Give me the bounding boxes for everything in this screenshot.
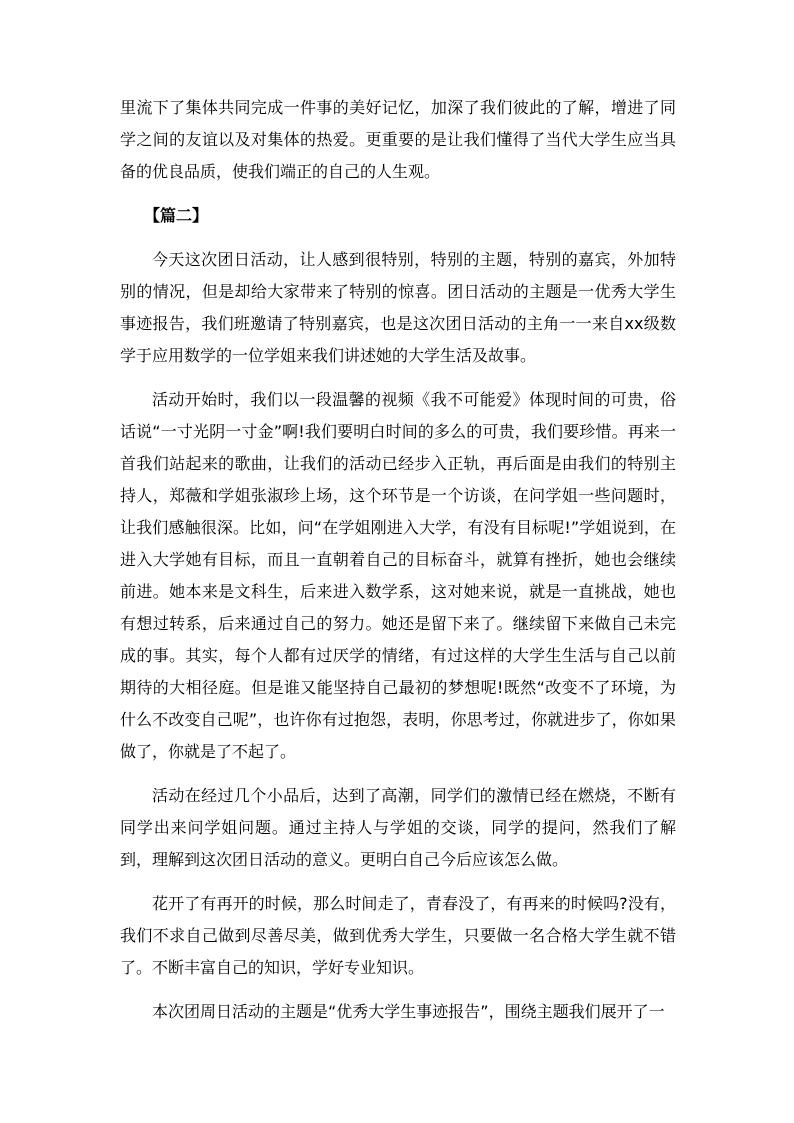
paragraph-1: 今天这次团日活动，让人感到很特别，特别的主题，特别的嘉宾，外加特别的情况，但是却给大家带来了特别的惊喜。团日活动的主题是一优秀大学生事迹报告，我们班邀请了特别嘉宾，也是这次团日活动的主角一一来自xx级数学于应用数学的一位学姐来我们讲述她的大学生活及故事。: [120, 250, 676, 365]
paragraph-5: 本次团周日活动的主题是“优秀大学生事迹报告”，围绕主题我们展开了一: [152, 1002, 665, 1021]
paragraph-4: 花开了有再开的时候，那么时间走了，青春没了，有再来的时候吗?没有，我们不求自己做到尽善尽美，做到优秀大学生，只要做一名合格大学生就不错了。不断丰富自己的知识，学好专业知识。: [120, 894, 676, 977]
section-heading: 【篇二】: [144, 206, 209, 225]
paragraph-continued: 里流下了集体共同完成一件事的美好记忆，加深了我们彼此的了解，增进了同学之间的友谊以及对集体的热爱。更重要的是让我们懂得了当代大学生应当具备的优良品质，使我们端正的自己的人生观。: [120, 98, 676, 181]
document-body: [120, 92, 676, 1028]
paragraph-3: 活动在经过几个小品后，达到了高潮，同学们的激情已经在燃烧，不断有同学出来问学姐问题。通过主持人与学姐的交谈，同学的提问，然我们了解到，理解到这次团日活动的意义。更明白自己今后应该怎么做。: [120, 786, 676, 869]
paragraph-2: 活动开始时，我们以一段温馨的视频《我不可能爱》体现时间的可贵，俗话说“一寸光阴一寸金”啊!我们要明白时间的多么的可贵，我们要珍惜。再来一首我们站起来的歌曲，让我们的活动已经步入正轨，再后面是由我们的特别主持人，郑薇和学姐张淑珍上场，这个环节是一个访谈，在问学姐一些问题时，让我们感触很深。比如，问“在学姐刚进入大学，有没有目标呢!”学姐说到，在进入大学她有目标，而且一直朝着自己的目标奋斗，就算有挫折，她也会继续前进。她本来是文科生，后来进入数学系，这对她来说，就是一直挑战，她也有想过转系，后来通过自己的努力。她还是留下来了。继续留下来做自己未完成的事。其实，每个人都有过厌学的情绪，有过这样的大学生生活与自己以前期待的大相径庭。但是谁又能坚持自己最初的梦想呢!既然“改变不了环境，为什么不改变自己呢”，也许你有过抱怨，表明，你思考过，你就进步了，你如果做了，你就是了不起了。: [120, 390, 676, 761]
